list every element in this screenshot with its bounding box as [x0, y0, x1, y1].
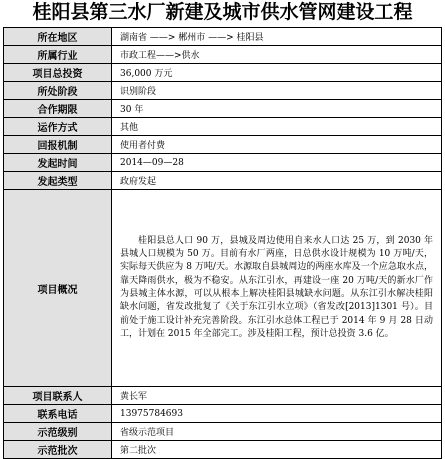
table-row-start-date: [4, 154, 442, 172]
label-stage: 所处阶段: [4, 82, 112, 100]
project-info-table: [3, 27, 442, 459]
value-industry: 市政工程——>供水: [112, 46, 442, 64]
value-investment: 36,000 万元: [112, 64, 442, 82]
value-demo-batch: 第二批次: [112, 441, 442, 459]
table-row-investment: [4, 64, 442, 82]
label-phone: 联系电话: [4, 405, 112, 423]
overview-text: 桂阳县总人口 90 万，县城及周边使用自来水人口达 25 万，到 2030 年县城人口规模为 50 万。目前有水厂两座，日总供水设计规模为 10 万吨/天，实际每天供应为 8 万吨/天。水源取自县城周边的两座水库及一个应急取水点，靠天降雨供水，极为不稳安。从东江引水，再建设一座 20 万吨/天的新水厂作为县城主体水源，可以从根本上解决桂阳县城缺水问题。从东江引水解决桂阳缺水问题，省发改批复了《关于东江引水立项》（省发改[2013]1301 号）。目前处于施工设计补充完善阶段。东江引水总体工程已于 2014 年 9 月 28 日动工，计划在 2015 年全部完工。涉及桂阳工程，预计总投资 3.6 亿。: [120, 235, 433, 339]
value-region: 湖南省 ——> 郴州市 ——> 桂阳县: [112, 28, 442, 46]
label-demo-batch: 示范批次: [4, 441, 112, 459]
table-row-demo-level: [4, 423, 442, 441]
label-contact: 项目联系人: [4, 387, 112, 405]
value-term: 30 年: [112, 100, 442, 118]
value-operation: 其他: [112, 118, 442, 136]
value-phone: 13975784693: [112, 405, 442, 423]
value-start-date: 2014—09—28: [112, 154, 442, 172]
label-region: 所在地区: [4, 28, 112, 46]
table-row-demo-batch: [4, 441, 442, 459]
value-demo-level: 省级示范项目: [112, 423, 442, 441]
table-row-region: [4, 28, 442, 46]
value-stage: 识别阶段: [112, 82, 442, 100]
label-initiator: 发起类型: [4, 172, 112, 190]
label-investment: 项目总投资: [4, 64, 112, 82]
table-row-stage: [4, 82, 442, 100]
table-row-initiator: [4, 172, 442, 190]
page-title: 桂阳县第三水厂新建及城市供水管网建设工程: [32, 1, 413, 23]
label-industry: 所属行业: [4, 46, 112, 64]
table-row-overview: [4, 190, 442, 387]
label-demo-level: 示范级别: [4, 423, 112, 441]
value-overview: [112, 190, 442, 387]
label-operation: 运作方式: [4, 118, 112, 136]
table-row-phone: [4, 405, 442, 423]
value-contact: 黄长军: [112, 387, 442, 405]
label-overview: 项目概况: [4, 190, 112, 387]
table-row-return: [4, 136, 442, 154]
value-initiator: 政府发起: [112, 172, 442, 190]
label-term: 合作期限: [4, 100, 112, 118]
table-row-industry: [4, 46, 442, 64]
table-row-operation: [4, 118, 442, 136]
value-return: 使用者付费: [112, 136, 442, 154]
table-row-term: [4, 100, 442, 118]
label-return: 回报机制: [4, 136, 112, 154]
table-row-contact: [4, 387, 442, 405]
label-start-date: 发起时间: [4, 154, 112, 172]
